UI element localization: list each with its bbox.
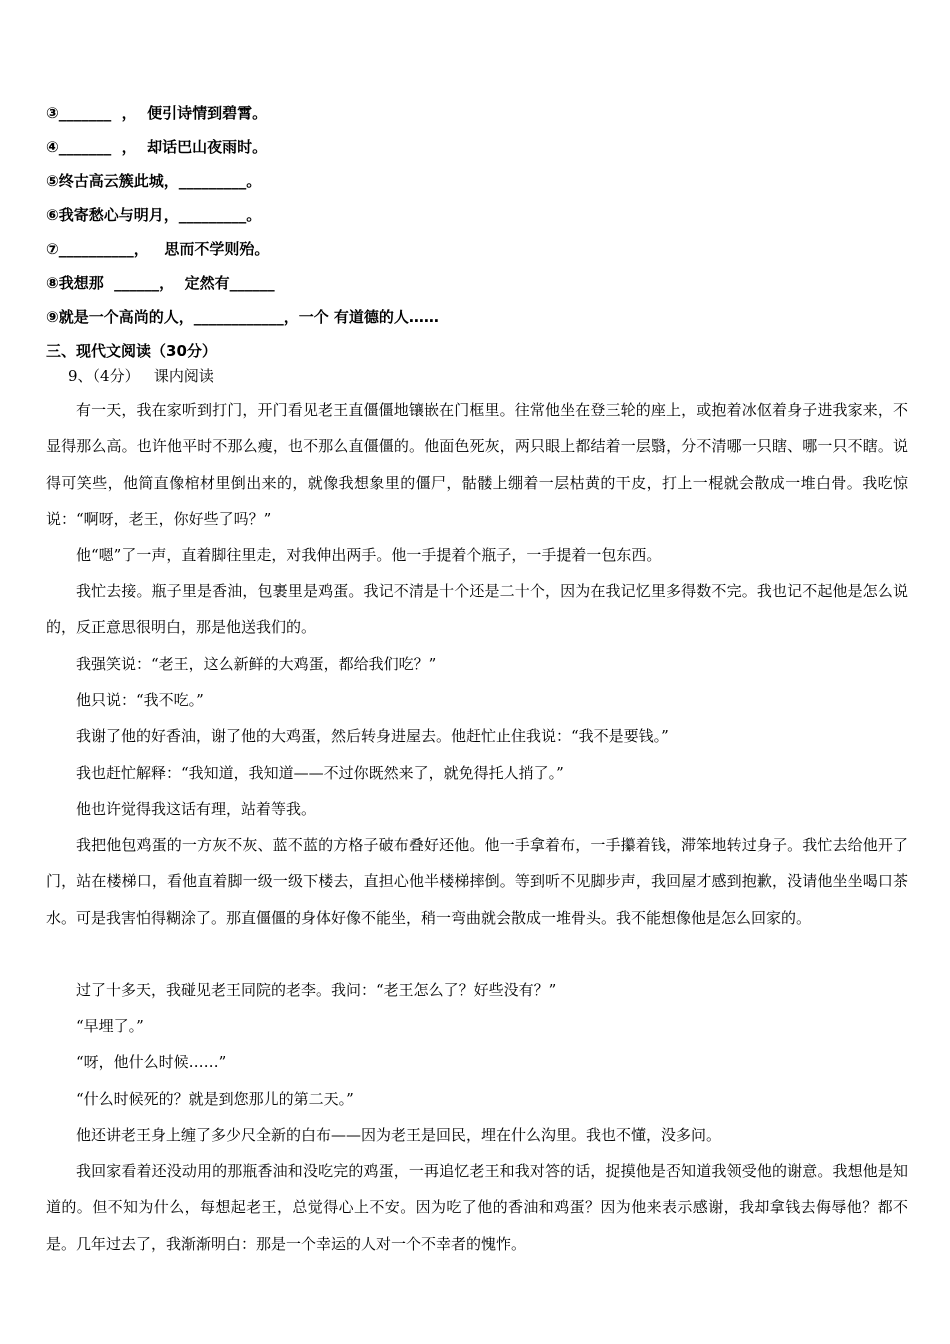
passage-paragraph: 我把他包鸡蛋的一方灰不灰、蓝不蓝的方格子破布叠好还他。他一手拿着布，一手攥着钱，滞笨地转过身子。我忙去给他开了门，站在楼梯口，看他直着脚一级一级下楼去，直担心他半楼梯摔倒。等到听不见脚步声，我回屋才感到抱歉，没请他坐坐喝口茶水。可是我害怕得糊涂了。那直僵僵的身体好像不能坐，稍一弯曲就会散成一堆骨头。我不能想像他是怎么回家的。 bbox=[46, 836, 908, 927]
fill-in-line-8: ⑧我想那 ______， 定然有______ bbox=[46, 274, 275, 292]
passage-paragraph: 他只说：“我不吃。” bbox=[76, 691, 204, 709]
passage-paragraph: “早埋了。” bbox=[76, 1017, 144, 1035]
fill-in-line-4: ④_______ ， 却话巴山夜雨时。 bbox=[46, 138, 268, 156]
passage-paragraph: 他“嗯”了一声，直着脚往里走，对我伸出两手。他一手提着个瓶子，一手提着一包东西。 bbox=[76, 546, 662, 564]
passage-paragraph: 有一天，我在家听到打门，开门看见老王直僵僵地镶嵌在门框里。往常他坐在登三轮的座上，或抱着冰伛着身子进我家来，不显得那么高。也许他平时不那么瘦，也不那么直僵僵的。他面色死灰，两只眼上都结着一层翳，分不清哪一只瞎、哪一只不瞎。说得可笑些，他简直像棺材里倒出来的，就像我想象里的僵尸，骷髅上绷着一层枯黄的干皮，打上一棍就会散成一堆白骨。我吃惊说：“啊呀，老王，你好些了吗？” bbox=[46, 401, 908, 528]
passage-paragraph: 过了十多天，我碰见老王同院的老李。我问：“老王怎么了？好些没有？” bbox=[76, 981, 557, 999]
passage-paragraph: 我强笑说：“老王，这么新鲜的大鸡蛋，都给我们吃？” bbox=[76, 655, 437, 673]
passage-paragraph: 我谢了他的好香油，谢了他的大鸡蛋，然后转身进屋去。他赶忙止住我说：“我不是要钱。” bbox=[76, 727, 669, 745]
passage-paragraph: 他也许觉得我这话有理，站着等我。 bbox=[76, 800, 317, 818]
passage-paragraph: 我回家看着还没动用的那瓶香油和没吃完的鸡蛋，一再追忆老王和我对答的话，捉摸他是否知道我领受他的谢意。我想他是知道的。但不知为什么，每想起老王，总觉得心上不安。因为吃了他的香油和鸡蛋？因为他来表示感谢，我却拿钱去侮辱他？都不是。几年过去了，我渐渐明白：那是一个幸运的人对一个不幸者的愧怍。 bbox=[46, 1162, 908, 1253]
question-header: 9、（4分） 课内阅读 bbox=[68, 367, 214, 385]
fill-in-line-6: ⑥我寄愁心与明月，_________。 bbox=[46, 206, 262, 224]
passage-paragraph: 我也赶忙解释：“我知道，我知道——不过你既然来了，就免得托人捎了。” bbox=[76, 764, 564, 782]
fill-in-line-5: ⑤终古高云簇此城，_________。 bbox=[46, 172, 262, 190]
fill-in-line-7: ⑦__________， 思而不学则殆。 bbox=[46, 240, 270, 258]
passage-paragraph: 我忙去接。瓶子里是香油，包裹里是鸡蛋。我记不清是十个还是二十个，因为在我记忆里多得数不完。我也记不起他是怎么说的，反正意思很明白，那是他送我们的。 bbox=[46, 582, 908, 637]
passage-paragraph: “什么时候死的？就是到您那儿的第二天。” bbox=[76, 1090, 354, 1108]
fill-in-line-9: ⑨就是一个高尚的人，____________，一个 有道德的人…… bbox=[46, 308, 439, 326]
fill-in-line-3: ③_______ ， 便引诗情到碧霄。 bbox=[46, 104, 268, 122]
passage-paragraph: 他还讲老王身上缠了多少尺全新的白布——因为老王是回民，埋在什么沟里。我也不懂，没多问。 bbox=[76, 1126, 722, 1144]
passage-paragraph: “呀，他什么时候……” bbox=[76, 1053, 227, 1071]
section-title: 三、现代文阅读（30分） bbox=[46, 342, 217, 360]
